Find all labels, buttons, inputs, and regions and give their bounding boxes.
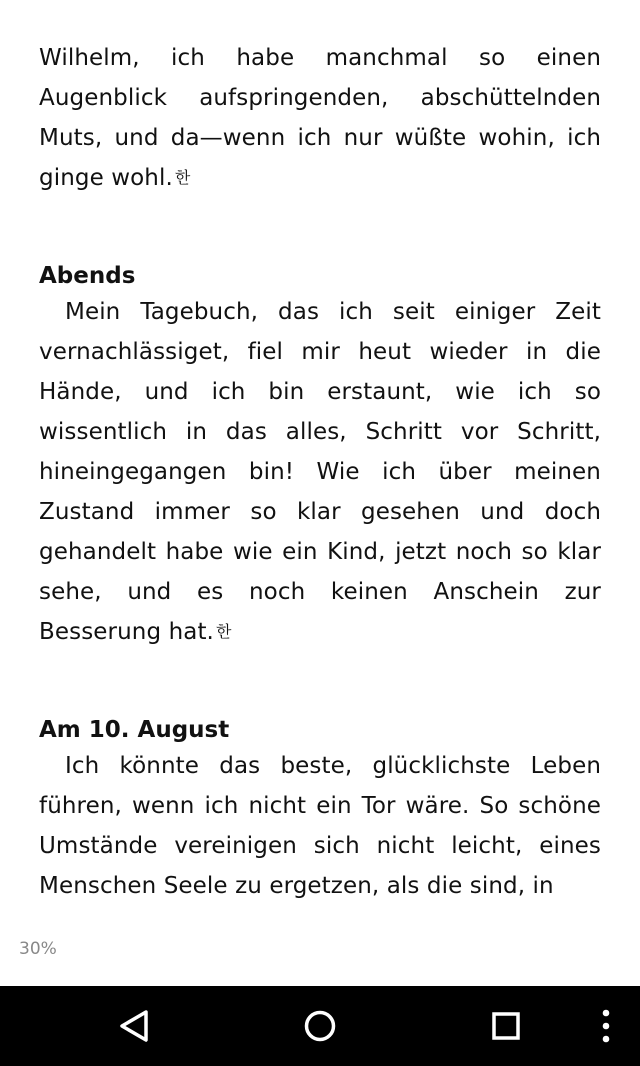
section-gap [39,198,601,256]
paragraph-1 [39,38,601,198]
back-triangle-icon [118,1009,150,1043]
system-nav-bar [0,986,640,1066]
overflow-menu-button[interactable] [586,986,626,1066]
paragraph-text: Ich könnte das beste, glücklichste Leben führen, wenn ich nicht ein Tor wäre. So schöne Umstände vereinigen sich nicht leicht, eines Menschen Seele zu ergetzen, als die sind, in [39,753,601,899]
back-button[interactable] [94,986,174,1066]
section-heading-abends: Abends [39,263,136,289]
home-circle-icon [303,1009,337,1043]
book-page [39,38,601,906]
entry-paragraph-abends [39,292,601,652]
paragraph-text: Mein Tagebuch, das ich seit einiger Zeit vernachlässiget, fiel mir heut wieder in die Hände, und ich bin erstaunt, wie ich so wissentlich in das alles, Schritt vor Schritt, hineingegangen bin! Wie ich über meinen Zustand immer so klar gesehen und doch gehandelt habe wie ein Kind, jetzt noch so klar sehe, und es noch keinen Anschein zur Besserung hat. [39,299,601,645]
entry-paragraph-10-august [39,746,601,906]
overflow-menu-icon [601,1008,611,1044]
end-mark: 한 [215,622,232,641]
paragraph-text: Wilhelm, ich habe manchmal so einen Augenblick aufspringenden, abschüttelnden Muts, und da—wenn ich nur wüßte wohin, ich ginge wohl. [39,45,601,191]
section-gap [39,652,601,710]
end-mark: 한 [174,168,191,187]
home-button[interactable] [280,986,360,1066]
recent-apps-button[interactable] [466,986,546,1066]
section-heading-10-august: Am 10. August [39,717,230,743]
recent-apps-square-icon [491,1011,521,1041]
reading-progress: 30% [19,939,57,959]
